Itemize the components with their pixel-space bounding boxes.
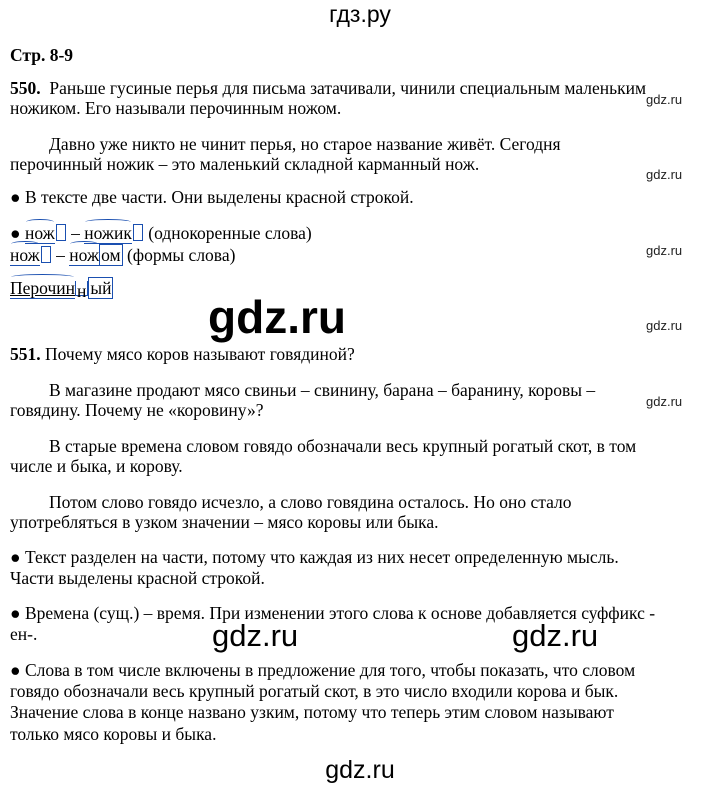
ex550-number: 550.: [10, 78, 41, 98]
ex551-bullet2-line2: ен-.: [10, 624, 38, 644]
ex550-line1: [10, 78, 646, 98]
ending-box: [41, 246, 51, 263]
ending-box: [133, 224, 143, 241]
ex551-p3-line2: употребляться в узком значении – мясо коровы или быка.: [10, 512, 439, 532]
watermark-mid-left: gdz.ru: [212, 618, 299, 653]
ex551-p2-line2: числе и быка, и корову.: [10, 456, 183, 476]
dash: –: [56, 245, 65, 265]
watermark-small: gdz.ru: [646, 394, 683, 409]
root-word-nozh: нож: [24, 223, 55, 243]
root-word-nozhik: ножик: [84, 223, 132, 243]
ex551-bullet3-line4: только мясо коровы и быка.: [10, 724, 217, 744]
morph-note: (формы слова): [126, 245, 236, 265]
root-perochin: Перочин: [10, 278, 75, 298]
ex551-title-line: [10, 344, 355, 364]
ex550-line2: ножиком. Его называли перочинным ножом.: [10, 98, 342, 118]
watermark-small: gdz.ru: [646, 318, 683, 333]
bullet: ●: [10, 223, 21, 243]
ex551-bullet2-line1: ● Времена (сущ.) – время. При изменении этого слова к основе добавляется суффикс -: [10, 603, 656, 623]
ex551-p1-line2: говядину. Почему не «коровину»?: [10, 400, 264, 420]
ex550-line3: Давно уже никто не чинит перья, но старое название живёт. Сегодня: [49, 134, 561, 154]
ex550-bullet1: ● В тексте две части. Они выделены красной строкой.: [10, 187, 414, 207]
ex551-bullet1-line1: ● Текст разделен на части, потому что каждая из них несет определенную мысль.: [10, 547, 619, 567]
ex551-number: 551.: [10, 344, 41, 364]
watermark-mid-right: gdz.ru: [512, 618, 599, 653]
ending-box: [56, 224, 66, 241]
ex551-p2-line1: В старые времена словом говядо обозначали весь крупный рогатый скот, в том: [49, 436, 637, 456]
morph-line1: [10, 223, 312, 243]
dash: –: [71, 223, 80, 243]
watermark-footer: gdz.ru: [325, 756, 395, 784]
ex551-p1-line1: В магазине продают мясо свиньи – свинину, барана – баранину, коровы –: [49, 380, 596, 400]
ex551-bullet3-line1: ● Слова в том числе включены в предложение для того, чтобы показать, что словом: [10, 660, 636, 680]
ex551-bullet3-line2: говядо обозначали весь крупный рогатый скот, в это число входили корова и бык.: [10, 681, 619, 701]
page-ref: Стр. 8-9: [10, 45, 74, 65]
ex551-title: Почему мясо коров называют говядиной?: [45, 344, 355, 364]
watermark-small: gdz.ru: [646, 92, 683, 107]
watermark-big: gdz.ru: [208, 291, 346, 343]
root-word-nozh-2: нож: [10, 245, 40, 265]
site-title: гдз.ру: [329, 1, 391, 27]
ex550-line4: перочинный ножик – это маленький складной карманный нож.: [10, 154, 480, 174]
watermark-small: gdz.ru: [646, 167, 683, 182]
suffix-n: н: [76, 281, 87, 301]
ending-om: ом: [101, 245, 121, 265]
ending-yy: ый: [90, 278, 112, 298]
ex551-p3-line1: Потом слово говядо исчезло, а слово говядина осталось. Но оно стало: [49, 492, 572, 512]
ex550-text1: Раньше гусиные перья для письма затачивали, чинили специальным маленьким: [49, 78, 647, 98]
morph-line2: [10, 245, 235, 265]
ex551-bullet3-line3: Значение слова в конце названо узким, потому что теперь этим словом называют: [10, 702, 614, 722]
root-word-nozhom: нож: [69, 245, 100, 265]
watermark-small: gdz.ru: [646, 243, 683, 258]
ex551-bullet1-line2: Части выделены красной строкой.: [10, 568, 265, 588]
morph-line3: [10, 278, 113, 301]
morph-note: (однокоренные слова): [148, 223, 312, 243]
